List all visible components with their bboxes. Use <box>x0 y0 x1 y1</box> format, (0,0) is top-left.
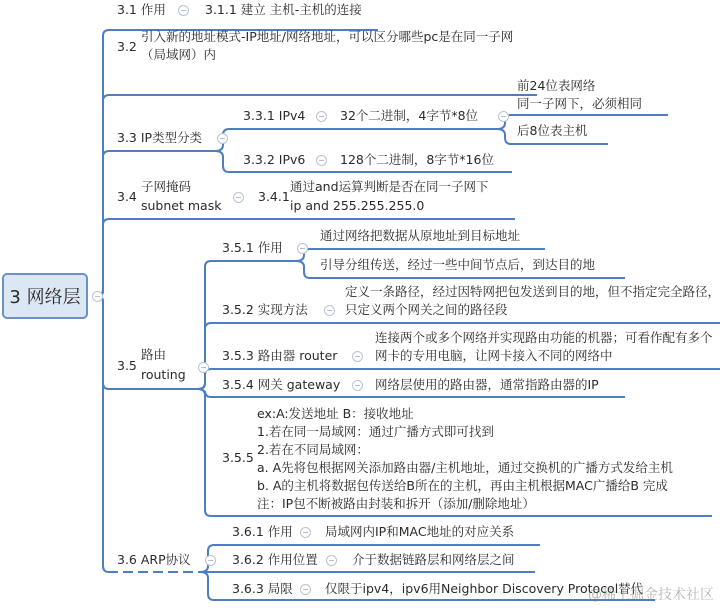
collapse-icon[interactable]: − <box>297 243 308 254</box>
ipv4-network-bits-note: 同一子网下，必须相同 <box>517 96 643 111</box>
arp-purpose[interactable]: 局域网内IP和MAC地址的对应关系 <box>325 524 515 539</box>
connector <box>98 296 109 572</box>
connector <box>497 129 517 144</box>
collapse-icon[interactable]: − <box>178 5 189 16</box>
topic-3-5-en: routing <box>141 367 186 382</box>
collapse-icon[interactable]: − <box>352 351 363 362</box>
connector <box>98 219 109 296</box>
connector <box>198 389 212 516</box>
collapse-icon[interactable]: − <box>217 133 228 144</box>
topic-3-4[interactable]: 子网掩码 <box>141 179 192 194</box>
ipv4-host-bits[interactable]: 后8位表主机 <box>517 123 588 138</box>
routing-example[interactable] <box>257 405 673 513</box>
collapse-icon[interactable]: − <box>316 155 327 166</box>
collapse-icon[interactable]: − <box>326 555 337 566</box>
topic-3-5[interactable]: 路由 <box>141 347 167 362</box>
collapse-icon[interactable]: − <box>352 380 363 391</box>
collapse-icon[interactable]: − <box>498 111 509 122</box>
topic-3-6[interactable]: 3.6 ARP协议 <box>117 552 191 567</box>
gateway-definition[interactable]: 网络层使用的路由器，通常指路由器的IP <box>375 377 599 392</box>
routing-purpose-a[interactable]: 通过网络把数据从原地址到目标地址 <box>320 228 521 243</box>
ipv4-detail[interactable]: 32个二进制，4字节*8位 <box>340 108 479 123</box>
example-line: 1.若在同一局域网：通过广播方式即可找到 <box>257 424 494 439</box>
routing-method[interactable]: 定义一条路径，经过因特网把包发送到目的地，但不指定完全路径，只定义两个网关之间的路径段 <box>345 284 720 317</box>
topic-3-5-num: 3.5 <box>117 358 137 373</box>
collapse-icon[interactable]: − <box>324 305 335 316</box>
topic-3-3-2[interactable]: 3.3.2 IPv6 <box>243 152 306 167</box>
example-line: a. A先将包根据网关添加路由器/主机地址，通过交换机的广播方式发给主机 <box>257 460 673 475</box>
topic-3-1[interactable]: 3.1 作用 <box>117 2 166 17</box>
collapse-icon[interactable]: − <box>233 192 244 203</box>
example-line: 2.若在不同局域网： <box>257 442 369 457</box>
collapse-icon[interactable]: − <box>300 527 311 538</box>
arp-position[interactable]: 介于数据链路层和网络层之间 <box>352 552 515 567</box>
watermark: @稀土掘金技术社区 <box>588 587 714 603</box>
collapse-icon[interactable]: − <box>316 111 327 122</box>
topic-3-4-1[interactable]: 通过and运算判断是否在同一子网下 <box>290 179 489 194</box>
topic-3-4-en: subnet mask <box>141 198 222 213</box>
example-line: ex:A:发送地址 B：接收地址 <box>257 406 414 421</box>
topic-3-3[interactable]: 3.3 IP类型分类 <box>117 130 203 145</box>
topic-3-4-1-num: 3.4.1 <box>258 189 290 204</box>
collapse-icon[interactable]: − <box>92 291 103 302</box>
connector <box>200 572 220 600</box>
ipv6-detail[interactable]: 128个二进制，8字节*16位 <box>340 152 494 167</box>
topic-3-5-2[interactable]: 3.5.2 实现方法 <box>222 302 308 317</box>
connector <box>296 261 313 278</box>
root-topic[interactable]: 3 网络层 <box>2 273 88 319</box>
ipv4-network-bits[interactable]: 前24位表网络 <box>517 78 596 93</box>
example-line: b. A的主机将数据包传送给B所在的主机，再由主机根据MAC广播给B 完成 <box>257 478 668 493</box>
connector <box>215 151 235 172</box>
topic-3-4-num: 3.4 <box>117 189 137 204</box>
collapse-icon[interactable]: − <box>205 555 216 566</box>
routing-purpose-b[interactable]: 引导分组传送，经过一些中间节点后，到达目的地 <box>320 257 596 272</box>
topic-3-6-2[interactable]: 3.6.2 作用位置 <box>232 552 318 567</box>
arp-limitation[interactable]: 仅限于ipv4，ipv6用Neighbor Discovery Protocol替代 <box>325 581 644 596</box>
example-line: 注：IP包不断被路由封装和拆开（添加/删除地址） <box>257 496 535 511</box>
topic-3-1-1[interactable]: 3.1.1 建立 主机-主机的连接 <box>205 2 362 17</box>
topic-3-5-4[interactable]: 3.5.4 网关 gateway <box>222 377 341 392</box>
topic-3-5-1[interactable]: 3.5.1 作用 <box>222 240 283 255</box>
topic-3-6-3[interactable]: 3.6.3 局限 <box>232 581 293 596</box>
topic-3-2[interactable]: 引入新的地址模式-IP地址/网络地址，可以区分哪些pc是在同一子网（局域网）内 <box>141 29 514 62</box>
router-definition[interactable]: 连接两个或多个网络并实现路由功能的机器；可看作配有多个网卡的专用电脑，让网卡接入不同的网络中 <box>375 330 713 363</box>
collapse-icon[interactable]: − <box>300 584 311 595</box>
topic-3-5-3[interactable]: 3.5.3 路由器 router <box>222 348 338 363</box>
collapse-icon[interactable]: − <box>198 362 209 373</box>
topic-3-5-5[interactable]: 3.5.5 <box>222 450 254 465</box>
topic-3-4-1-example: ip and 255.255.255.0 <box>290 198 425 213</box>
topic-3-6-1[interactable]: 3.6.1 作用 <box>232 524 293 539</box>
topic-3-3-1[interactable]: 3.3.1 IPv4 <box>243 108 306 123</box>
topic-3-2-num: 3.2 <box>117 39 137 54</box>
